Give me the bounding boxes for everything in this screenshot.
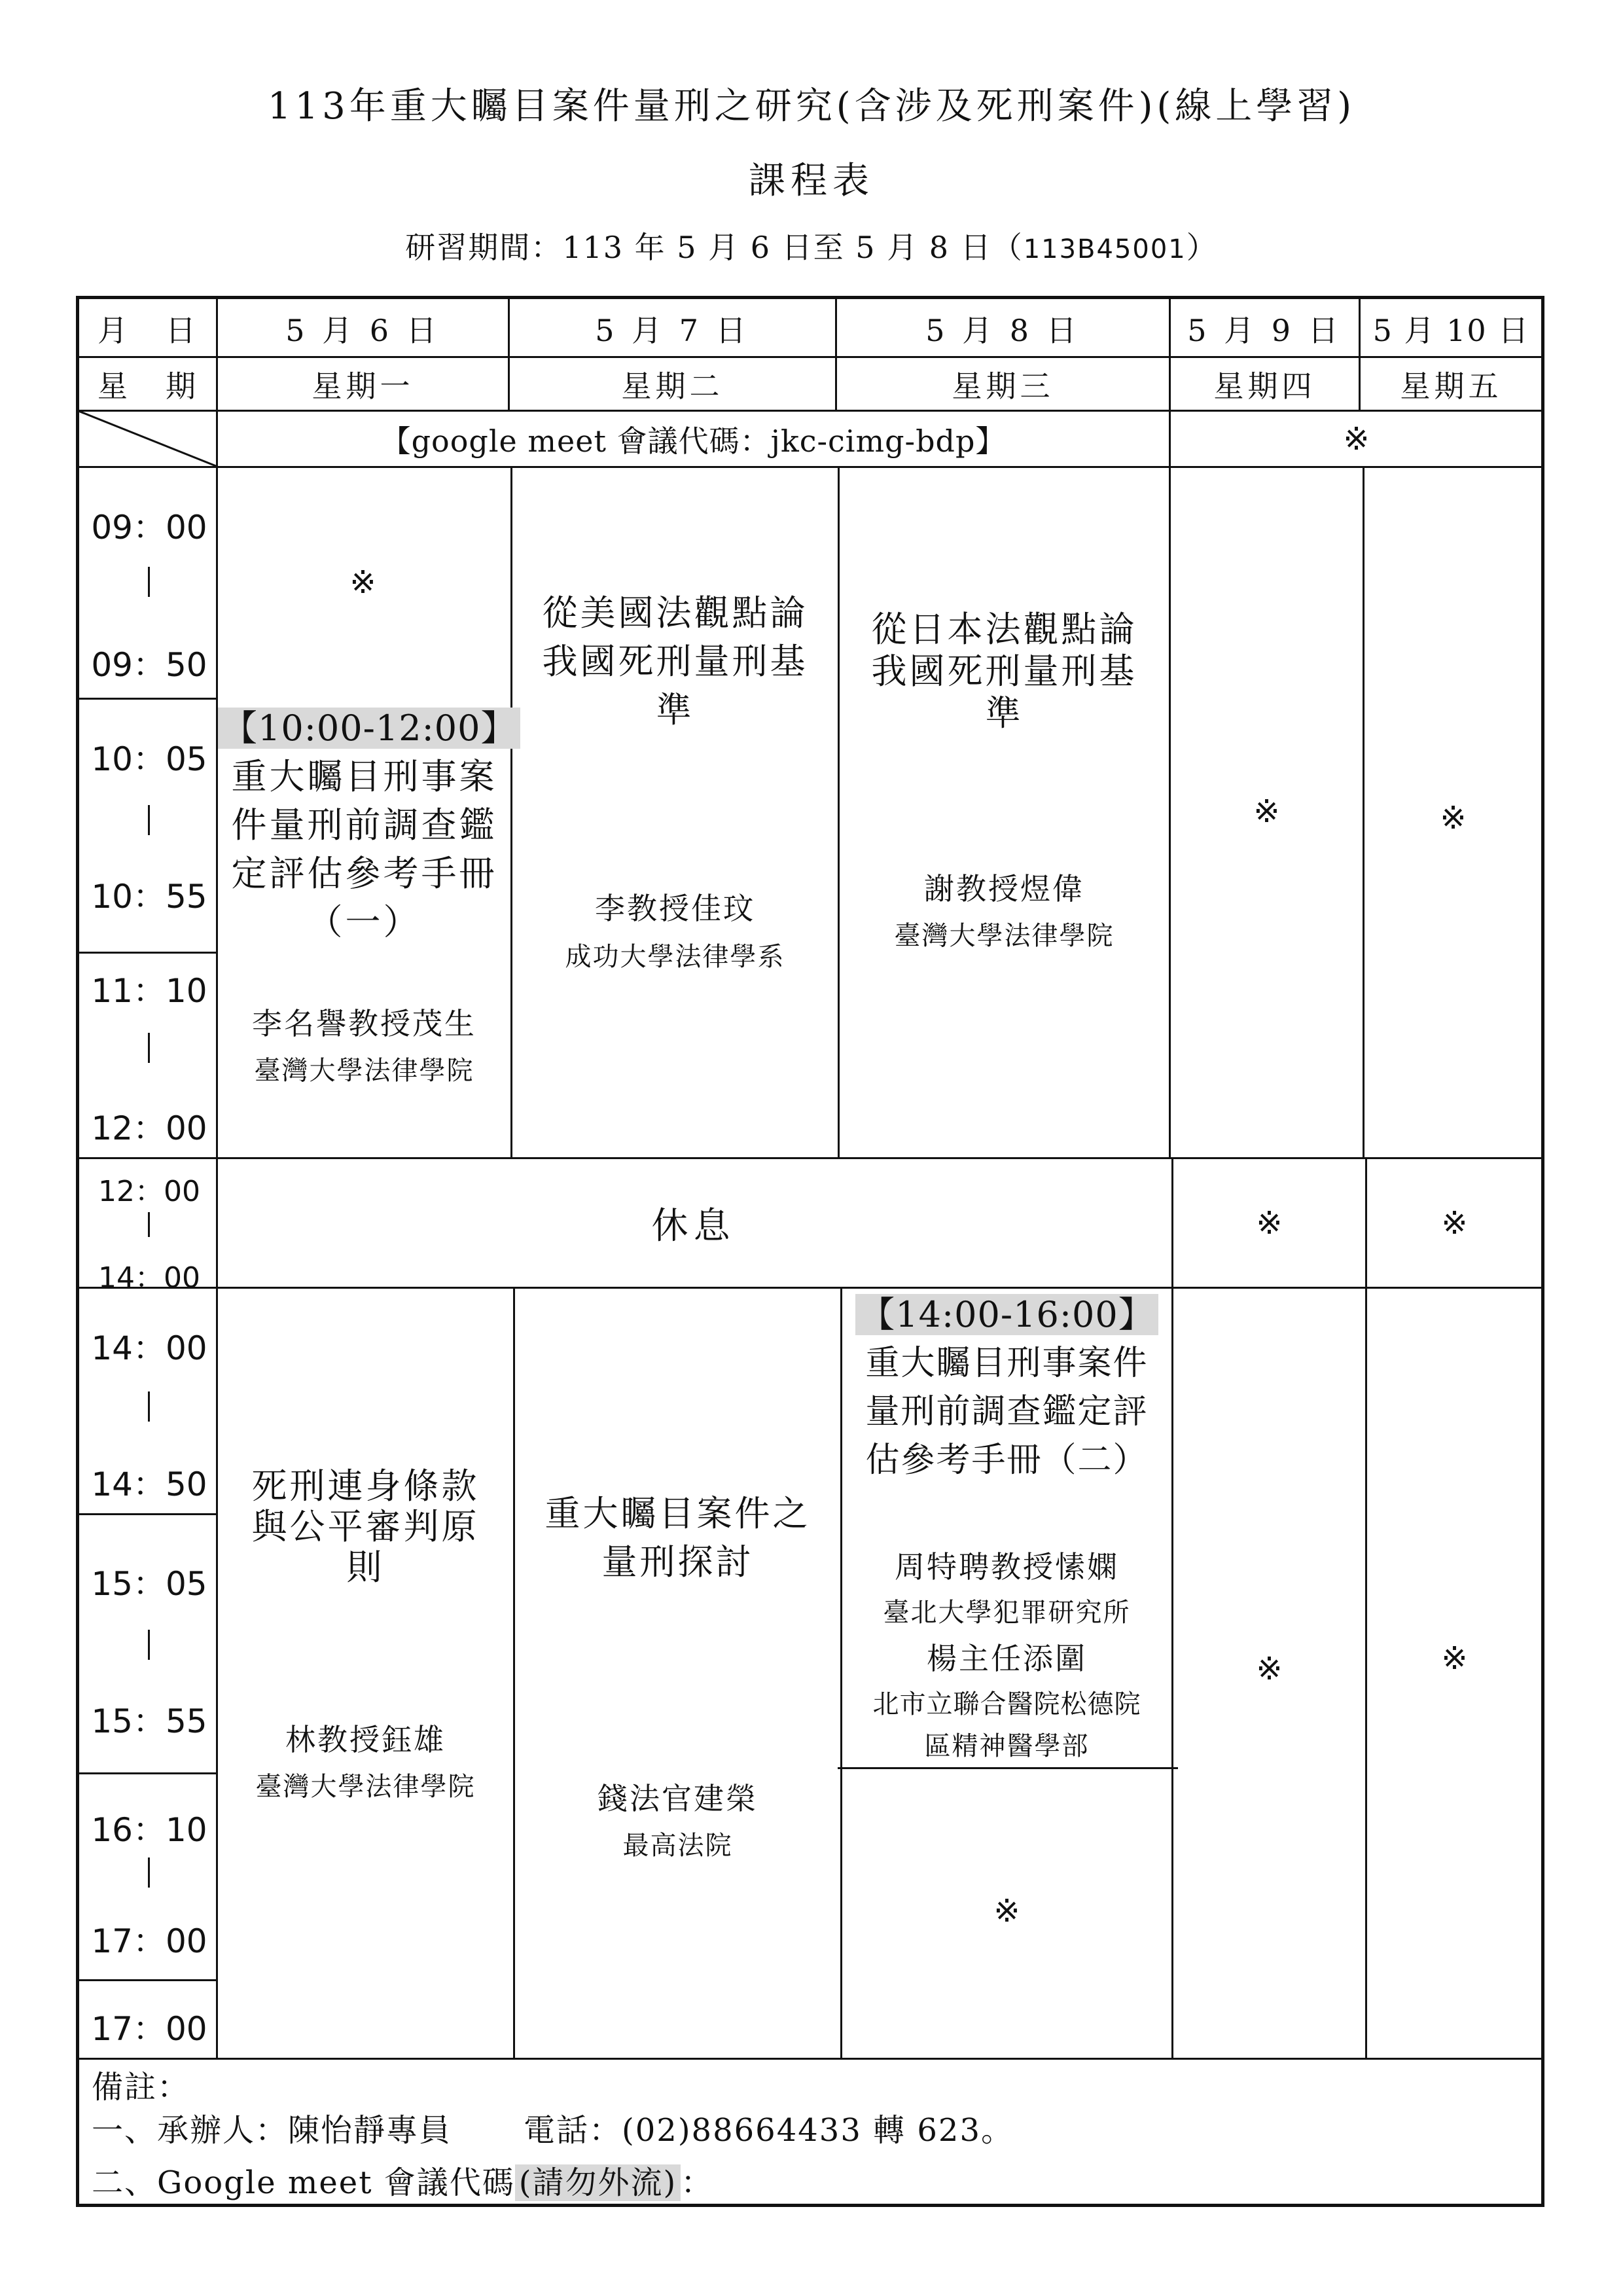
time-separator	[148, 567, 150, 597]
contact-person: 一、承辦人：陳怡靜專員	[92, 2112, 452, 2149]
lecture-title-line: 我國死刑量刑基	[871, 651, 1137, 692]
lecture-time-range: 【10:00-12:00】	[218, 704, 510, 753]
date-header-thu: 5 月 9 日	[1187, 313, 1342, 348]
grid-line	[77, 1287, 1543, 1289]
wed-afternoon-lecture	[842, 1289, 1171, 1499]
time-slot-1-end: 09：50	[91, 646, 207, 684]
lecture-title-line: 準	[985, 692, 1024, 734]
time-slot-4-start: 14：00	[91, 1329, 207, 1367]
wed-morning-lecture	[840, 609, 1169, 753]
lecture-title-line: 重大矚目刑事案	[231, 756, 497, 797]
tue-afternoon-lecture	[515, 1490, 840, 1601]
grid-line	[77, 952, 216, 954]
fri-afternoon-mark: ※	[1441, 1640, 1468, 1677]
date-header-mon: 5 月 6 日	[285, 313, 440, 348]
notes-contact-line	[92, 2105, 1014, 2150]
tue-afternoon-affiliation: 最高法院	[622, 1830, 733, 1861]
lecture-title-line: 準	[656, 689, 694, 730]
time-separator	[148, 1212, 150, 1237]
mon-afternoon-speaker: 林教授鈺雄	[285, 1722, 446, 1757]
notes-heading: 備註：	[92, 2069, 190, 2106]
time-slot-3-end: 12：00	[91, 1109, 207, 1147]
grid-line	[1171, 1157, 1173, 2058]
confidential-note: (請勿外流)	[515, 2164, 681, 2201]
grid-line	[77, 1979, 216, 1981]
lecture-title-line: 我國死刑量刑基	[542, 641, 808, 682]
time-separator	[148, 1391, 150, 1422]
lunch-time-start: 12：00	[98, 1175, 200, 1208]
document-title: 113年重大矚目案件量刑之研究(含涉及死刑案件)(線上學習)	[267, 85, 1356, 128]
wed-afternoon-affiliation-1: 臺北大學犯罪研究所	[883, 1597, 1131, 1628]
time-slot-4-end: 14：50	[91, 1465, 207, 1503]
meet-code-colon: ：	[681, 2164, 714, 2201]
tue-morning-affiliation: 成功大學法律學系	[565, 941, 785, 972]
lecture-title-line: 件量刑前調查鑑	[231, 804, 497, 846]
document-subtitle: 課程表	[749, 160, 874, 202]
date-header-tue: 5 月 7 日	[595, 313, 750, 348]
grid-line	[838, 466, 840, 1157]
mon-morning-speaker: 李名譽教授茂生	[252, 1006, 476, 1041]
thu-lunch-mark: ※	[1256, 1204, 1283, 1242]
wed-afternoon-affiliation-2: 北市立聯合醫院松德院	[872, 1689, 1141, 1719]
time-slot-2-end: 10：55	[91, 878, 207, 916]
thu-afternoon-mark: ※	[1256, 1651, 1283, 1687]
fri-lunch-mark: ※	[1441, 1204, 1468, 1242]
study-period-label: 研習期間：113 年 5 月 6 日至 5 月 8 日（	[405, 230, 1024, 265]
wed-morning-affiliation: 臺灣大學法律學院	[894, 920, 1115, 951]
date-header-fri: 5 月 10 日	[1372, 313, 1530, 348]
grid-line	[77, 1513, 216, 1515]
fri-morning-mark: ※	[1440, 800, 1467, 836]
lecture-title-line: 則	[346, 1547, 385, 1588]
wed-afternoon-speaker-2: 楊主任添圍	[927, 1641, 1087, 1676]
lecture-title-line: （一）	[307, 901, 421, 942]
thu-fri-mark: ※	[1343, 420, 1370, 457]
lecture-title-line: 從日本法觀點論	[871, 609, 1137, 650]
lecture-title-line: 死刑連身條款	[251, 1465, 480, 1507]
notes-meet-code-line	[92, 2157, 713, 2202]
lecture-title-line: 量刑前調查鑑定評	[865, 1392, 1149, 1431]
mon-morning-affiliation: 臺灣大學法律學院	[254, 1055, 474, 1086]
mon-afternoon-lecture	[218, 1466, 513, 1617]
grid-line	[838, 1767, 1178, 1769]
time-separator	[148, 805, 150, 835]
lecture-title-line: 重大矚目案件之	[544, 1493, 811, 1534]
lunch-time-end: 14：00	[98, 1261, 200, 1295]
corner-weekday-label: 星 期	[98, 368, 200, 404]
time-slot-5-start: 15：05	[91, 1565, 207, 1603]
thu-morning-mark: ※	[1253, 793, 1280, 830]
grid-line	[77, 2058, 1543, 2060]
weekday-header-tue: 星期二	[621, 368, 724, 404]
time-slot-1-start: 09：00	[91, 509, 207, 547]
weekday-header-mon: 星期一	[312, 368, 414, 404]
wed-afternoon-affiliation-2: 區精神醫學部	[924, 1731, 1090, 1761]
tue-afternoon-speaker: 錢法官建榮	[597, 1781, 758, 1816]
mon-afternoon-affiliation: 臺灣大學法律學院	[255, 1771, 476, 1802]
lecture-title-line: 重大矚目刑事案件	[865, 1344, 1149, 1383]
grid-line	[1365, 1157, 1367, 2058]
tue-morning-lecture	[512, 589, 838, 759]
lecture-title-line: 從美國法觀點論	[542, 592, 808, 634]
meet-code-banner: 【google meet 會議代碼：jkc-cimg-bdp】	[380, 423, 1007, 459]
time-separator	[148, 1033, 150, 1063]
study-period-close: ）	[1186, 230, 1218, 265]
corner-diagonal	[79, 411, 216, 466]
tue-morning-speaker: 李教授佳玟	[595, 891, 755, 926]
wed-late-afternoon-mark: ※	[993, 1893, 1020, 1929]
time-slot-6-start: 16：10	[91, 1811, 207, 1849]
weekday-header-fri: 星期五	[1400, 368, 1503, 404]
lecture-title-line: 與公平審判原	[251, 1506, 480, 1547]
wed-morning-speaker: 謝教授煜偉	[924, 871, 1084, 906]
lecture-title-line: 定評估參考手冊	[231, 853, 497, 894]
grid-line	[77, 1772, 216, 1774]
study-period	[0, 224, 1623, 267]
lecture-title-line: 量刑探討	[601, 1541, 754, 1583]
corner-date-label: 月 日	[98, 313, 200, 348]
time-slot-6-end: 17：00	[91, 1922, 207, 1960]
meet-code-label: 二、Google meet 會議代碼	[92, 2164, 515, 2201]
course-code: 113B45001	[1023, 234, 1186, 264]
time-slot-3-start: 11：10	[91, 972, 207, 1010]
time-slot-2-start: 10：05	[91, 740, 207, 778]
mon-morning-mark: ※	[349, 564, 376, 601]
wed-afternoon-speaker-1: 周特聘教授愫嫻	[895, 1549, 1119, 1585]
grid-line	[510, 466, 512, 1157]
weekday-header-wed: 星期三	[952, 368, 1054, 404]
lunch-break-label: 休息	[651, 1204, 736, 1247]
time-slot-5-end: 15：55	[91, 1702, 207, 1740]
lecture-time-range: 【14:00-16:00】	[855, 1291, 1158, 1339]
date-header-wed: 5 月 8 日	[925, 313, 1080, 348]
grid-line	[513, 1287, 515, 2058]
time-separator	[148, 1630, 150, 1660]
time-slot-7: 17：00	[91, 2010, 207, 2048]
grid-line	[77, 698, 216, 700]
weekday-header-thu: 星期四	[1213, 368, 1316, 404]
contact-phone: 電話：(02)88664433 轉 623。	[524, 2112, 1014, 2149]
lecture-title-line: 估參考手冊（二）	[865, 1441, 1149, 1480]
time-separator	[148, 1857, 150, 1888]
